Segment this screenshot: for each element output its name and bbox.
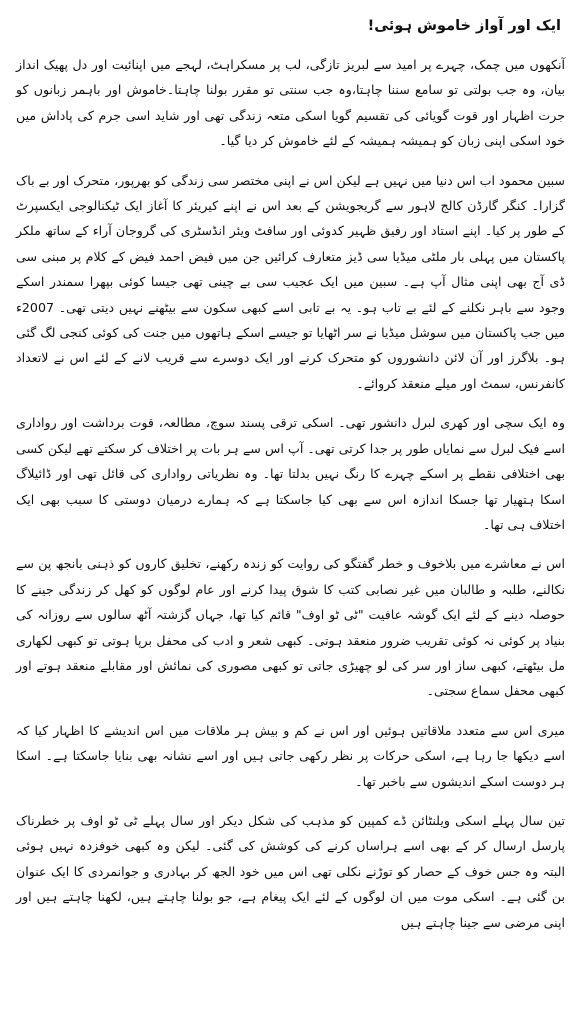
paragraph-3: وہ ایک سچی اور کھری لبرل دانشور تھی۔ اسکی ترقی پسند سوچ، مطالعہ، قوت برداشت اور رواداری اسے فیک لبرل سے نمایاں طور پر جدا کرتی تھی۔ آپ اس سے ہر بات پر اختلاف کر سکتے تھے لیکن کسی بھی اختلافی نقطے پر اسکے چہرے کا رنگ نہیں بدلتا تھا۔ وہ نظریاتی رواداری کی قائل تھی اور ڈائیلاگ اسکا ہتھیار تھا جسکا اندازہ اس سے بھی کیا جاسکتا ہے کہ ہمارے درمیان دوستی کا سبب بھی ایک اختلاف ہی تھا۔	[16, 415, 565, 532]
paragraph-4: اس نے معاشرے میں بلاخوف و خطر گفتگو کی روایت کو زندہ رکھنے، تخلیق کاروں کو ذہنی بانجھ پن سے نکالنے، طلبہ و طالبان میں غیر نصابی کتب کا شوق پیدا کرنے اور عام لوگوں کو کھل کر زندگی جینے کا حوصلہ دینے کے لئے ایک گوشہ عافیت "ٹی ٹو اوف" قائم کیا تھا، جہاں گزشتہ آٹھ سالوں سے روزانہ کی بنیاد پر کوئی نہ کوئی تقریب ضرور منعقد ہوتی۔ کبھی شعر و ادب کی محفل برپا ہوتی تو کبھی لکھاری مل بیٹھتے، کبھی ساز اور سر کی لو چھیڑی جاتی تو کبھی مصوری کی نمائش اور مقابلے منعقد ہوتے اور کبھی محفل سماع سجتی۔	[16, 556, 565, 699]
paragraph-5: میری اس سے متعدد ملاقاتیں ہوئیں اور اس نے کم و بیش ہر ملاقات میں اس اندیشے کا اظہار کیا کہ اسے دیکھا جا رہا ہے، اسکی حرکات پر نظر رکھی جاتی ہیں اور اسے نشانہ بھی بنایا جاسکتا ہے۔ اسکا ہر دوست اسکے اندیشوں سے باخبر تھا۔	[16, 722, 565, 789]
paragraph-2: سبین محمود اب اس دنیا میں نہیں ہے لیکن اس نے اپنی مختصر سی زندگی کو بھرپور، متحرک اور بے باک گزارا۔ کنگر گارڈن کالج لاہور سے گریجویشن کے بعد اس نے اپنے کیریئر کا آغاز ایک ٹیکنالوجی ایکسپرٹ کے طور پر کیا۔ اپنے استاد اور رفیق ظہیر کدوئی اور سافٹ ویئر انڈسٹری کی گروجان آراء کے ساتھ ملکر پاکستان میں پہلی بار ملٹی میڈیا سی ڈیز متعارف کرائیں جن میں فیض احمد فیض کے کلام پر مبنی سی ڈی آج بھی اپنی مثال آپ ہے۔ سبین میں ایک عجیب سی بے چینی تھی جیسا کوئی بپھرا سمندر اسکے وجود سے باہر نکلنے کے لئے بے تاب ہو۔ یہ بے تابی اسے کبھی سکون سے بیٹھنے نہیں دیتی تھی۔ 2007ء میں جب پاکستان میں سوشل میڈیا نے سر اٹھایا تو جیسے اسکے ہاتھوں میں جنت کی کوئی کنجی لگ گئی ہو۔ بلاگرز اور آن لائن دانشوروں کو متحرک کرنے اور ایک دوسرے سے قریب لانے کے لئے اس نے لاتعداد کانفرنس، سمٹ اور میلے منعقد کروائے۔	[16, 172, 565, 391]
paragraph-1: آنکھوں میں چمک، چہرے پر امید سے لبریز تازگی، لب پر مسکراہٹ، لہجے میں اپنائیت اور دل پھیک انداز بیان، وہ جب بولتی تو سامع سننا چاہتا،وہ جب سنتی تو مقرر بولنا چاہتا۔خاموش اور باہمر زبانوں کو جرت اظہار اور قوت گویائی کی تقسیم گویا اسکی متعہ زندگی تھی اور شاید اسی جرم کی پاداش میں خود اسکی اپنی زبان کو ہمیشہ ہمیشہ کے لئے خاموش کر دیا گیا۔	[16, 57, 565, 149]
paragraph-6: تین سال پہلے اسکی ویلنٹائن ڈے کمپین کو مذہب کی شکل دیکر اور سال پہلے ٹی ٹو اوف پر خطرناک پارسل ارسال کر کے بھی اسے ہراساں کرنے کی کوشش کی گئی۔ لیکن وہ کبھی خوفزدہ نہیں ہوئی البتہ وہ جس خوف کے حصار کو توڑنے نکلی تھی اس میں خود الجھ کر بہادری و جوانمردی کا ایک عنوان بن گئی ہے۔ اسکی موت میں ان لوگوں کے لئے ایک پیغام ہے، جو بولنا چاہتے ہیں، لکھنا چاہتے ہیں اور اپنی مرضی سے جینا چاہتے ہیں	[16, 812, 565, 930]
article-title: ایک اور آواز خاموش ہوئی!	[367, 18, 561, 34]
